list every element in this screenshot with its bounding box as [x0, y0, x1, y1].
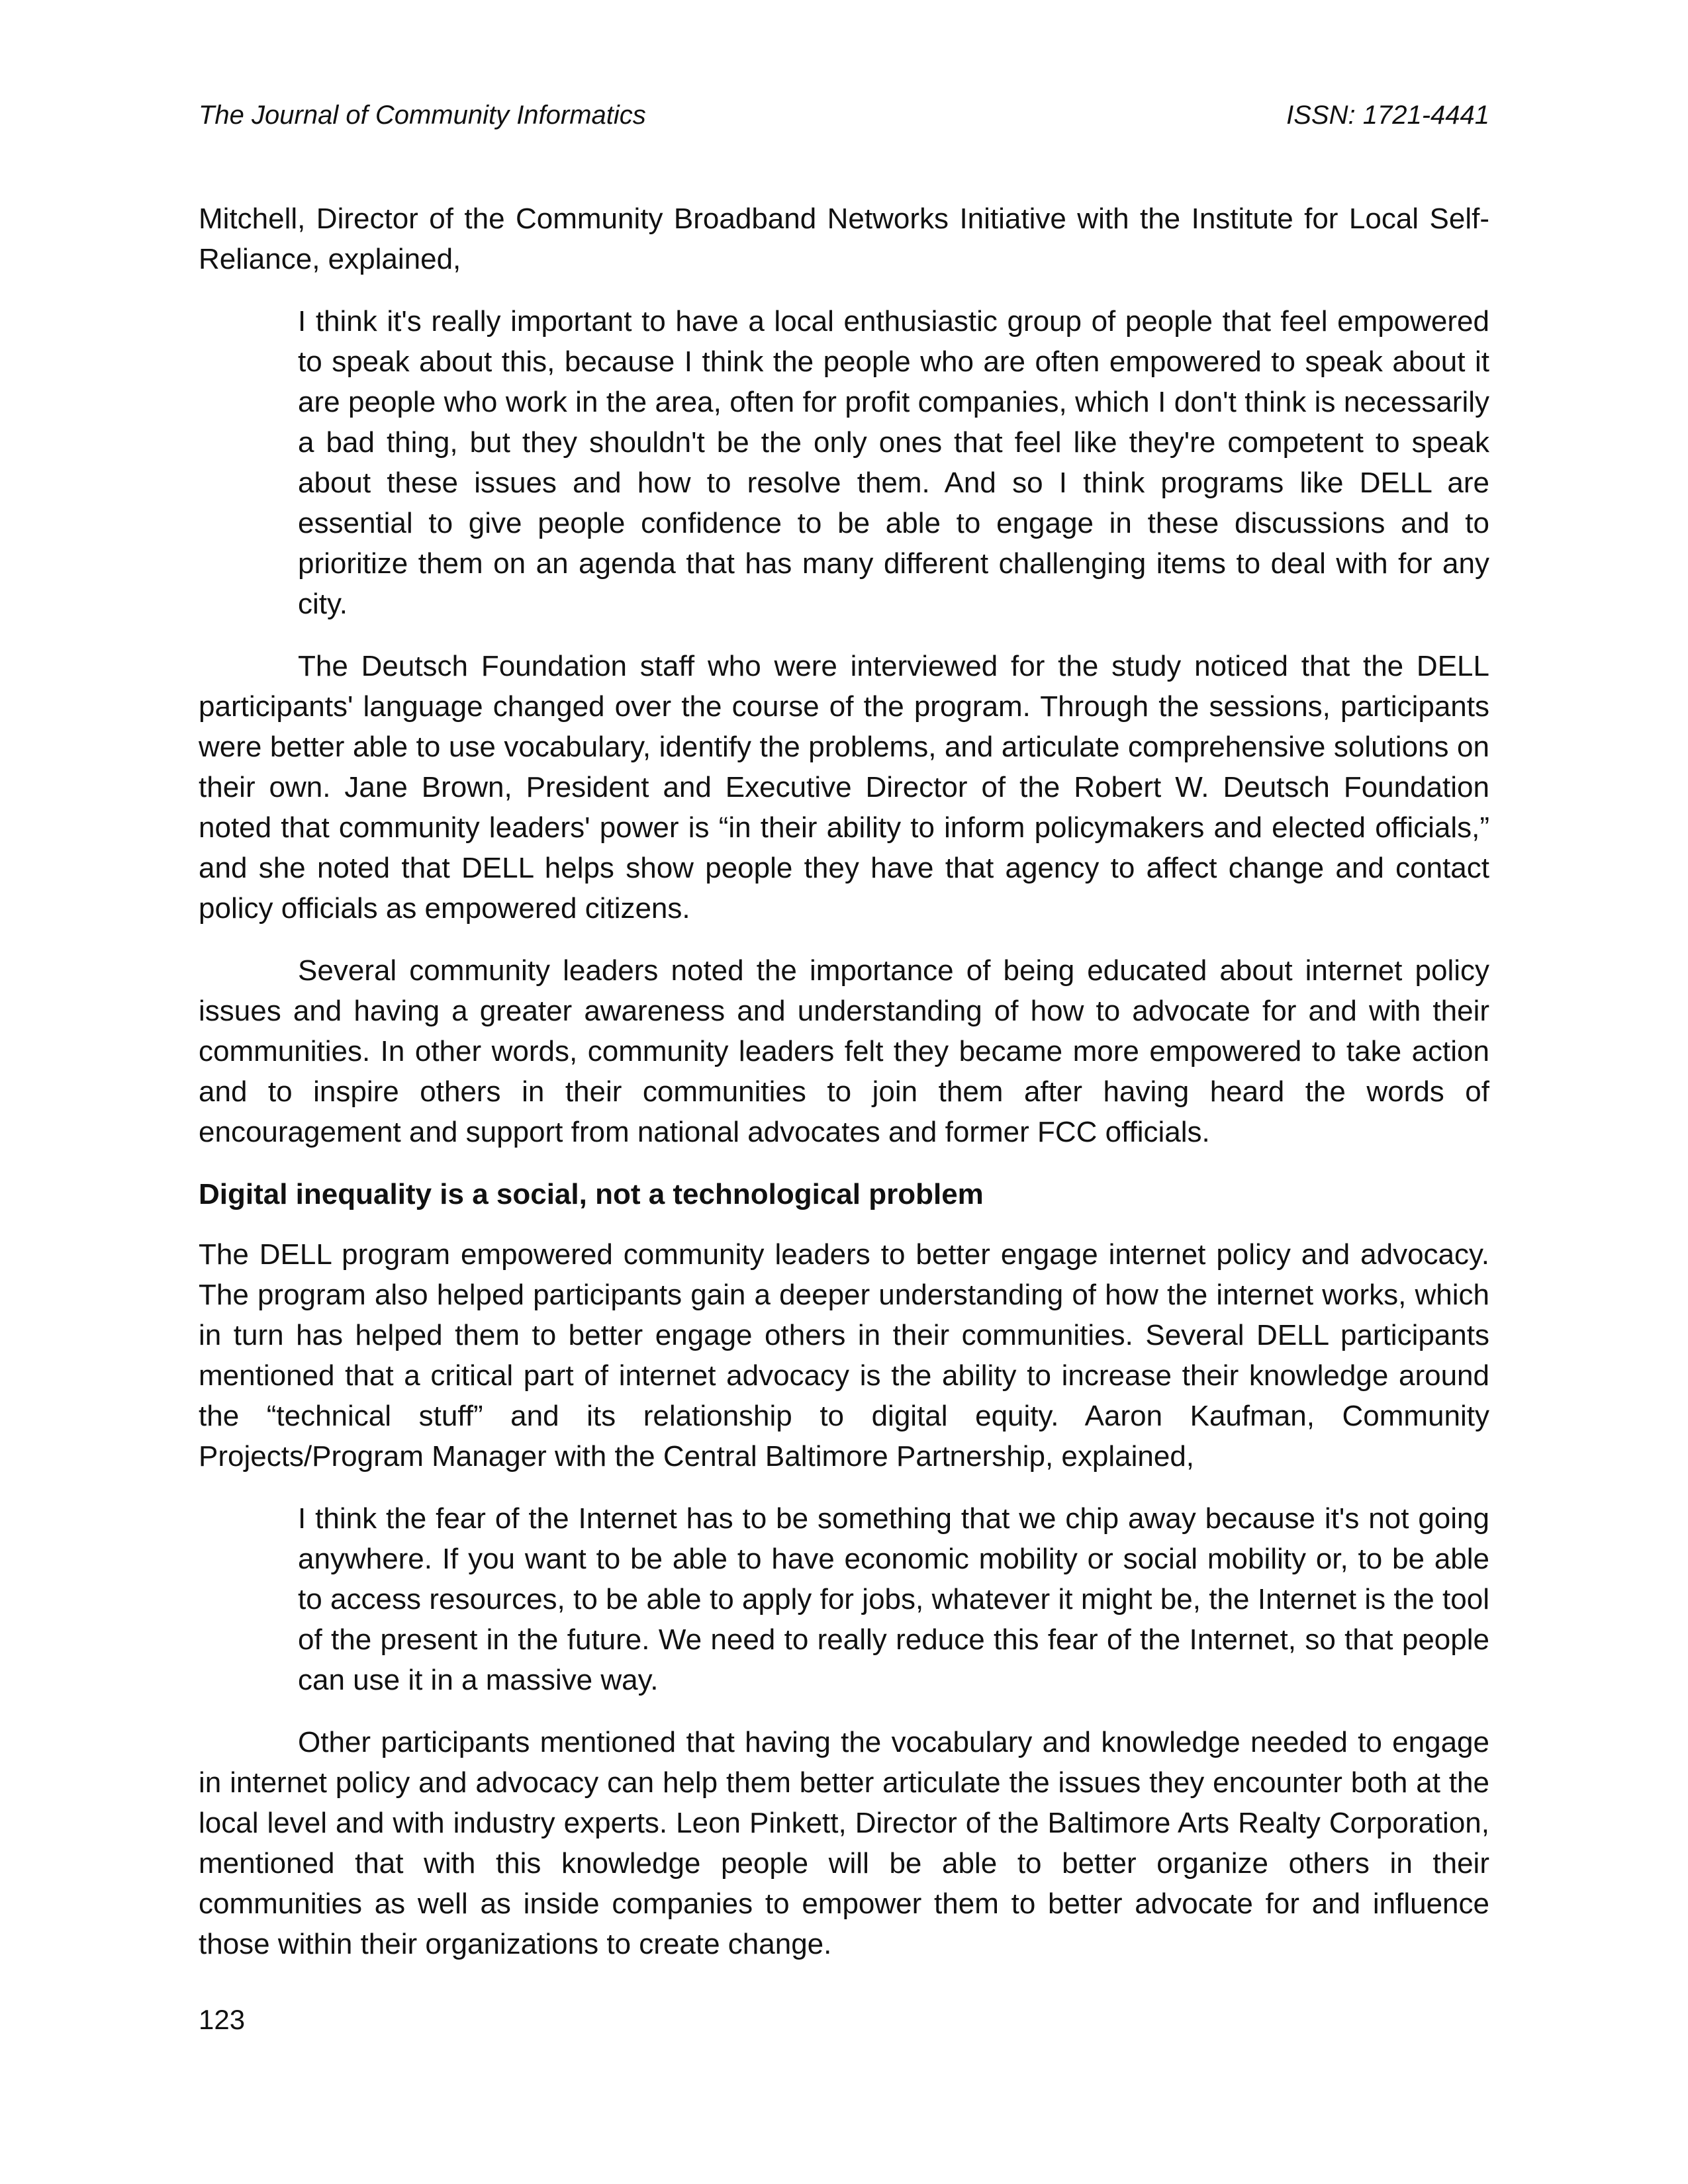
intro-paragraph: Mitchell, Director of the Community Broadband Networks Initiative with the Institute for Local Self-Reliance, explained,	[199, 203, 1489, 275]
block-quote-mitchell: I think it's really important to have a local enthusiastic group of people that feel empowered to speak about this, because I think the people who are often empowered to speak about it are people who work in the area, often for profit companies, which I don't think is necessarily a bad thing, but they shouldn't be the only ones that feel like they're competent to speak about these issues and how to resolve them. And so I think programs like DELL are essential to give people confidence to be able to engage in these discussions and to prioritize them on an agenda that has many different challenging items to deal with for any city.	[298, 305, 1489, 620]
article-body	[199, 199, 1489, 1986]
section-heading: Digital inequality is a social, not a technological problem	[199, 1178, 984, 1210]
running-header	[199, 101, 1489, 140]
paragraph-community-leaders: Several community leaders noted the importance of being educated about internet policy issues and having a greater awareness and understanding of how to advocate for and with their communities. In other words, community leaders felt they became more empowered to take action and to inspire others in their communities to join them after having heard the words of encouragement and support from national advocates and former FCC officials.	[199, 954, 1489, 1148]
page-number: 123	[199, 2004, 246, 2035]
journal-title: The Journal of Community Informatics	[199, 101, 646, 130]
issn-label: ISSN: 1721-4441	[1286, 101, 1489, 130]
block-quote-kaufman: I think the fear of the Internet has to be something that we chip away because it's not going anywhere. If you want to be able to have economic mobility or social mobility or, to be able to access resources, to be able to apply for jobs, whatever it might be, the Internet is the tool of the present in the future. We need to really reduce this fear of the Internet, so that people can use it in a massive way.	[298, 1502, 1489, 1696]
paragraph-other-participants: Other participants mentioned that having the vocabulary and knowledge needed to engage in internet policy and advocacy can help them better articulate the issues they encounter both at the local level and with industry experts. Leon Pinkett, Director of the Baltimore Arts Realty Corporation, mentioned that with this knowledge people will be able to better organize others in their communities as well as inside companies to empower them to better advocate for and influence those within their organizations to create change.	[199, 1726, 1489, 1960]
paragraph-deutsch-foundation: The Deutsch Foundation staff who were interviewed for the study noticed that the DELL participants' language changed over the course of the program. Through the sessions, participants were better able to use vocabulary, identify the problems, and articulate comprehensive solutions on their own. Jane Brown, President and Executive Director of the Robert W. Deutsch Foundation noted that community leaders' power is “in their ability to inform policymakers and elected officials,” and she noted that DELL helps show people they have that agency to affect change and contact policy officials as empowered citizens.	[199, 650, 1489, 925]
paragraph-dell-program: The DELL program empowered community leaders to better engage internet policy and advocacy. The program also helped participants gain a deeper understanding of how the internet works, which in turn has helped them to better engage others in their communities. Several DELL participants mentioned that a critical part of internet advocacy is the ability to increase their knowledge around the “technical stuff” and its relationship to digital equity. Aaron Kaufman, Community Projects/Program Manager with the Central Baltimore Partnership, explained,	[199, 1238, 1489, 1473]
